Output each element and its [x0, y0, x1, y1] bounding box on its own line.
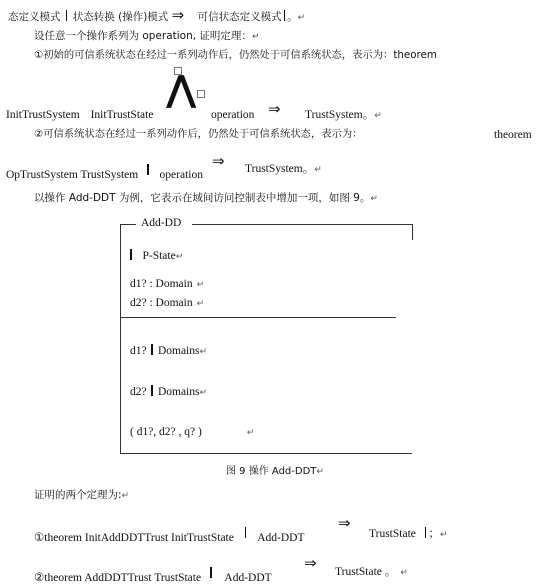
init-trust-state: InitTrustState: [90, 109, 154, 121]
turnstile-bar: [210, 567, 212, 578]
theorem-1-result: TrustState ；↵: [369, 528, 448, 540]
trust-system-text: TrustSystem。↵: [245, 163, 322, 175]
schema-top-rule-right: [192, 224, 412, 225]
implies-arrow: ⇒: [304, 554, 317, 572]
paragraph-mark-icon: ↵: [316, 467, 324, 477]
schema-decl-1: P-State↵: [128, 249, 183, 263]
paragraph-mark-icon: ↵: [251, 32, 260, 42]
paragraph-mark-icon: ↵: [196, 280, 205, 290]
line-1: 态定义模式 状态转换 (操作)模式 ⇒ 可信状态定义模式 。↵: [8, 6, 306, 24]
schema-decl-3: d2? : Domain ↵: [130, 297, 205, 309]
turnstile-bar: [151, 385, 153, 396]
line-2: 设任意一个操作系列为 operation, 证明定理：↵: [34, 30, 260, 42]
paragraph-mark-icon: ↵: [314, 165, 322, 175]
turnstile-bar: [66, 10, 68, 21]
paragraph-mark-icon: ↵: [121, 491, 130, 501]
implies-arrow: ⇒: [212, 152, 225, 170]
turnstile-bar: [425, 527, 427, 538]
op-trust-system: OpTrustSystem TrustSystem: [6, 169, 139, 181]
turnstile-bar: [245, 527, 247, 538]
schema-pred-2: d2? Domains↵: [130, 386, 208, 398]
theorem-1: ①theorem InitAddDDTTrust InitTrustState Add-DDT: [34, 527, 304, 545]
line-5: ②可信系统状态在经过一系列动作后，仍然处于可信系统状态，表示为：: [34, 128, 363, 140]
placeholder-box-right: [197, 90, 205, 98]
paragraph-mark-icon: ↵: [439, 530, 448, 540]
schema-title: Add-DD: [141, 217, 182, 229]
schema-pred-3: ( d1?, d2? , q? ) ↵: [130, 426, 255, 438]
trust-system-text: TrustSystem。↵: [305, 109, 382, 121]
trusted-mode-label: 可信状态定义模式: [197, 11, 282, 23]
proof-intro: 证明的两个定理为:↵: [34, 489, 130, 501]
big-wedge-icon: ⋀: [166, 69, 197, 110]
paragraph-mark-icon: ↵: [196, 299, 205, 309]
theorem-2-result: TrustState 。 ↵: [335, 566, 408, 578]
implies-arrow: ⇒: [338, 514, 351, 532]
line-3: ①初始的可信系统状态在经过一系列动作后，仍然处于可信系统状态，表示为：theorem: [34, 49, 437, 61]
paragraph-mark-icon: ↵: [199, 388, 208, 398]
turnstile-bar: [130, 249, 132, 260]
line-6: [6, 164, 203, 182]
implies-arrow: ⇒: [268, 100, 281, 118]
turnstile-bar: [151, 344, 153, 355]
transition-mode-label: 状态转换 (操作)模式: [72, 11, 169, 23]
operation-text: operation: [159, 169, 203, 181]
theorem-word: theorem: [494, 129, 532, 141]
schema-top-rule-left: [120, 224, 136, 225]
line-7: 以操作 Add-DDT 为例，它表示在域间访问控制表中增加一项，如图 9。↵: [34, 192, 378, 204]
line-4-left: [6, 110, 153, 122]
paragraph-mark-icon: ↵: [246, 428, 255, 438]
theorem-2: ②theorem AddDDTTrust TrustState Add-DDT: [34, 567, 272, 585]
init-trust-system: InitTrustSystem: [6, 109, 80, 121]
paragraph-mark-icon: ↵: [400, 568, 408, 578]
turnstile-bar: [284, 10, 286, 21]
paragraph-mark-icon: ↵: [297, 13, 306, 23]
paragraph-mark-icon: ↵: [374, 111, 382, 121]
figure-caption: 图 9 操作 Add-DDT↵: [226, 466, 324, 477]
turnstile-bar: [147, 164, 149, 175]
implies-arrow: ⇒: [171, 6, 185, 24]
schema-divider: [120, 317, 396, 318]
line-4-right: [211, 110, 254, 122]
paragraph-mark-icon: ↵: [370, 194, 378, 204]
schema-bottom-rule: [120, 453, 412, 454]
schema-left-border: [120, 224, 121, 454]
schema-right-tick: [412, 224, 413, 240]
paragraph-mark-icon: ↵: [199, 347, 208, 357]
paragraph-mark-icon: ↵: [175, 252, 184, 262]
schema-decl-2: d1? : Domain ↵: [130, 278, 205, 290]
schema-mode-label: 态定义模式: [8, 11, 61, 23]
schema-pred-1: d1? Domains↵: [130, 345, 208, 357]
operation-text: operation: [211, 109, 255, 121]
